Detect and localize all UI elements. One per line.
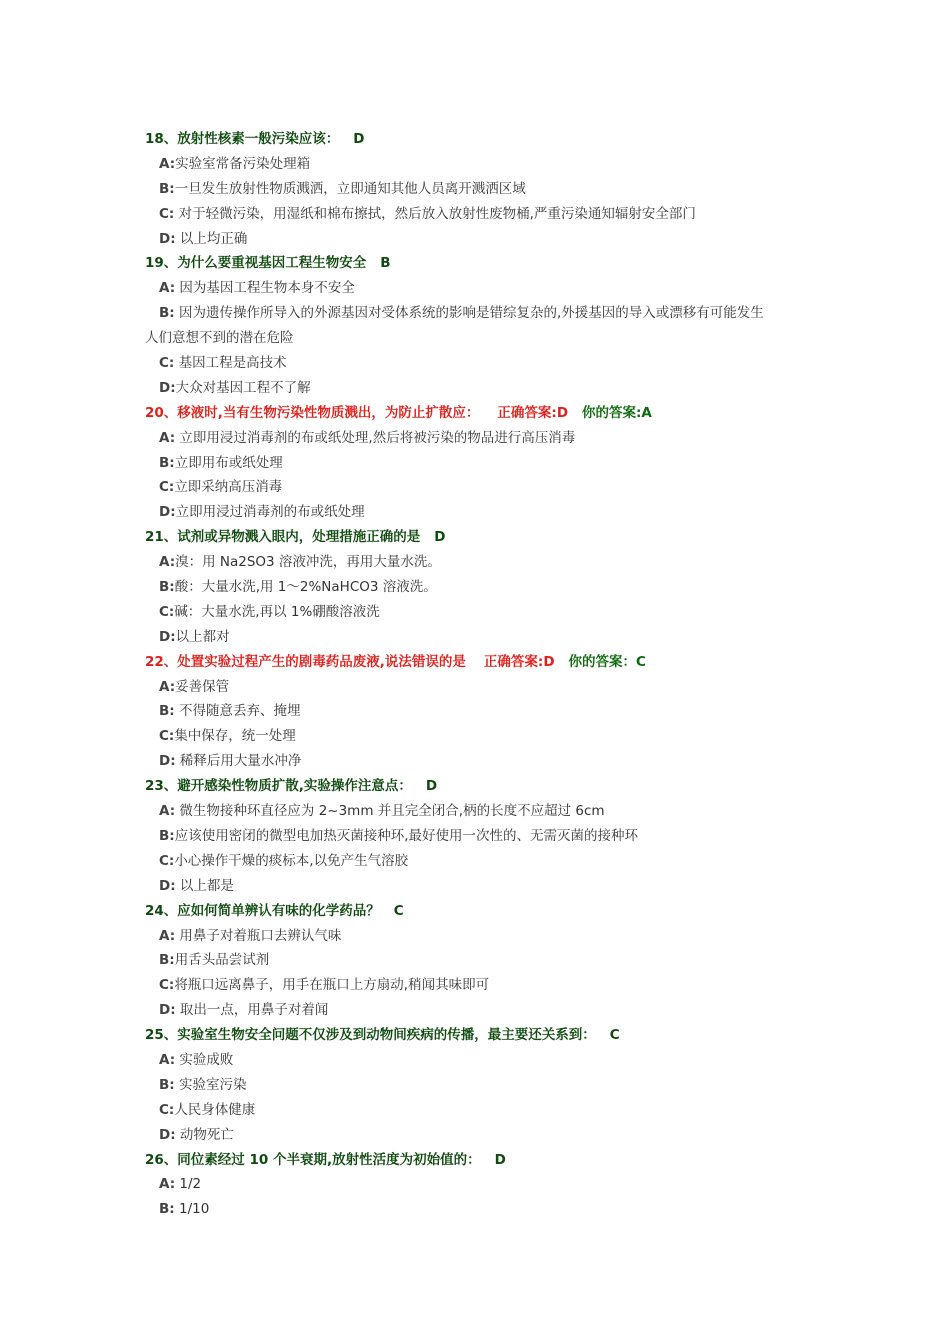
option-text: 动物死亡 xyxy=(175,1126,234,1143)
your-answer: 你的答案：C xyxy=(568,653,646,670)
option-line xyxy=(145,351,835,376)
answer-key: D xyxy=(353,131,365,147)
option-text: 立即用浸过消毒剂的布或纸处理,然后将被污染的物品进行高压消毒 xyxy=(175,429,576,446)
option-text: 将瓶口远离鼻子，用手在瓶口上方扇动,稍闻其味即可 xyxy=(174,977,490,994)
option-line xyxy=(145,799,835,824)
option-label: D: xyxy=(159,230,176,247)
option-line xyxy=(145,749,835,774)
option-line xyxy=(145,1073,835,1098)
option-label: A: xyxy=(159,1176,176,1193)
option-text: 不得随意丢弃、掩埋 xyxy=(174,703,301,720)
option-label: D: xyxy=(159,628,176,645)
option-text: 立即用布或纸处理 xyxy=(174,454,283,471)
question-stem: 21、试剂或异物溅入眼内，处理措施正确的是 xyxy=(145,529,421,546)
option-text: 取出一点，用鼻子对着闻 xyxy=(175,1002,329,1019)
option-line xyxy=(145,500,835,525)
question-stem: 23、避开感染性物质扩散,实验操作注意点： xyxy=(145,778,412,795)
option-text: 妥善保管 xyxy=(175,678,230,695)
option-text: 溴：用 Na2SO3 溶液冲洗，再用大量水洗。 xyxy=(175,554,441,571)
option-line xyxy=(145,1197,835,1222)
option-line xyxy=(145,426,835,451)
option-line xyxy=(145,451,835,476)
option-label: B: xyxy=(159,305,175,322)
option-label: D: xyxy=(159,753,176,770)
question-stem: 25、实验室生物安全问题不仅涉及到动物间疾病的传播，最主要还关系到： xyxy=(145,1027,596,1044)
option-text: 人民身体健康 xyxy=(174,1101,256,1118)
option-label: A: xyxy=(159,554,176,571)
option-label: A: xyxy=(159,429,176,446)
option-line xyxy=(145,575,835,600)
option-text: 微生物接种环直径应为 2~3mm 并且完全闭合,柄的长度不应超过 6cm xyxy=(175,803,605,820)
option-line xyxy=(145,724,835,749)
option-label: A: xyxy=(159,927,176,944)
question-stem-line xyxy=(145,650,835,675)
option-text: 小心操作干燥的痰标本,以免产生气溶胶 xyxy=(174,852,409,869)
option-text: 实验室常备污染处理箱 xyxy=(175,155,311,172)
question-stem-line xyxy=(145,401,835,426)
option-text: 用鼻子对着瓶口去辨认气味 xyxy=(175,927,342,944)
option-text: 因为遗传操作所导入的外源基因对受体系统的影响是错综复杂的,外援基因的导入或漂移有可能发生 xyxy=(174,305,764,322)
answer-key: C xyxy=(609,1027,620,1044)
option-label: B: xyxy=(159,1201,175,1218)
question-list xyxy=(145,127,835,1222)
question-stem: 18、放射性核素一般污染应该： xyxy=(145,131,340,147)
option-line xyxy=(145,874,835,899)
option-label: C: xyxy=(159,1101,175,1118)
option-line xyxy=(145,1123,835,1148)
option-text: 对于轻微污染，用湿纸和棉布擦拭，然后放入放射性废物桶,严重污染通知辐射安全部门 xyxy=(174,205,696,222)
option-line xyxy=(145,376,835,401)
option-text-continued: 人们意想不到的潜在危险 xyxy=(145,330,294,347)
option-label: D: xyxy=(159,1002,176,1019)
option-label: A: xyxy=(159,155,176,172)
option-line xyxy=(145,550,835,575)
option-line xyxy=(145,675,835,700)
option-text: 立即用浸过消毒剂的布或纸处理 xyxy=(175,504,365,521)
option-line xyxy=(145,1048,835,1073)
option-line xyxy=(145,699,835,724)
option-text: 用舌头品尝试剂 xyxy=(174,952,270,969)
option-line xyxy=(145,948,835,973)
option-label: D: xyxy=(159,877,176,894)
question-stem: 24、应如何简单辨认有味的化学药品？ xyxy=(145,902,380,919)
option-label: C: xyxy=(159,355,175,372)
your-answer: 你的答案:A xyxy=(582,404,652,421)
option-label: B: xyxy=(159,827,175,844)
option-line xyxy=(145,924,835,949)
option-label: C: xyxy=(159,728,175,745)
option-line xyxy=(145,227,835,252)
option-text: 基因工程是高技术 xyxy=(174,355,287,372)
option-text: 酸：大量水洗,用 1～2%NaHCO3 溶液洗。 xyxy=(174,579,437,596)
option-text: 大众对基因工程不了解 xyxy=(175,379,311,396)
answer-key: D xyxy=(434,529,446,546)
question-stem-line xyxy=(145,1023,835,1048)
option-label: B: xyxy=(159,703,175,720)
option-line xyxy=(145,1172,835,1197)
option-text: 1/10 xyxy=(174,1201,210,1218)
option-line xyxy=(145,600,835,625)
correct-answer: 正确答案:D xyxy=(483,653,555,670)
option-label: D: xyxy=(159,1126,176,1143)
question-stem-line xyxy=(145,899,835,924)
option-label: A: xyxy=(159,678,176,695)
question-stem-line xyxy=(145,127,835,152)
option-label: C: xyxy=(159,205,175,222)
option-label: C: xyxy=(159,852,175,869)
option-text: 稀释后用大量水冲净 xyxy=(175,753,302,770)
option-label: D: xyxy=(159,379,176,396)
option-text: 实验成败 xyxy=(175,1051,234,1068)
option-line xyxy=(145,177,835,202)
question-stem: 26、同位素经过 10 个半衰期,放射性活度为初始值的： xyxy=(145,1151,481,1168)
option-label: B: xyxy=(159,180,175,197)
question-stem-line xyxy=(145,525,835,550)
option-text: 碱：大量水洗,再以 1%硼酸溶液洗 xyxy=(174,603,380,620)
option-label: B: xyxy=(159,1076,175,1093)
option-line xyxy=(145,973,835,998)
option-label: A: xyxy=(159,1051,176,1068)
option-line xyxy=(145,1098,835,1123)
option-text: 以上均正确 xyxy=(175,230,248,247)
answer-key: C xyxy=(393,902,404,919)
option-label: B: xyxy=(159,579,175,596)
question-stem: 19、为什么要重视基因工程生物安全 xyxy=(145,255,367,272)
option-label: B: xyxy=(159,952,175,969)
option-text: 因为基因工程生物本身不安全 xyxy=(175,280,355,297)
option-label: A: xyxy=(159,280,176,297)
question-stem-line xyxy=(145,251,835,276)
option-line xyxy=(145,998,835,1023)
question-stem: 22、处置实验过程产生的剧毒药品废液,说法错误的是 xyxy=(145,653,466,670)
option-text: 实验室污染 xyxy=(174,1076,247,1093)
correct-answer: 正确答案:D xyxy=(497,404,569,421)
question-stem-line xyxy=(145,1148,835,1173)
option-line xyxy=(145,824,835,849)
option-label: B: xyxy=(159,454,175,471)
option-line xyxy=(145,301,835,326)
option-label: C: xyxy=(159,479,175,496)
option-line xyxy=(145,625,835,650)
answer-key: D xyxy=(494,1151,506,1168)
option-text: 立即采纳高压消毒 xyxy=(174,479,283,496)
option-line xyxy=(145,276,835,301)
option-text: 应该使用密闭的微型电加热灭菌接种环,最好使用一次性的、无需灭菌的接种环 xyxy=(174,827,638,844)
option-line xyxy=(145,152,835,177)
option-line xyxy=(145,475,835,500)
option-text: 集中保存，统一处理 xyxy=(174,728,296,745)
option-text: 以上都对 xyxy=(175,628,230,645)
question-stem-line xyxy=(145,774,835,799)
question-stem: 20、移液时,当有生物污染性物质溅出，为防止扩散应： xyxy=(145,404,480,421)
option-line xyxy=(145,202,835,227)
answer-key: D xyxy=(425,778,438,795)
option-text: 1/2 xyxy=(175,1176,202,1193)
option-line xyxy=(145,849,835,874)
option-text: 以上都是 xyxy=(175,877,234,894)
option-text: 一旦发生放射性物质溅洒，立即通知其他人员离开溅洒区域 xyxy=(174,180,526,197)
option-label: C: xyxy=(159,603,175,620)
option-label: D: xyxy=(159,504,176,521)
option-label: C: xyxy=(159,977,175,994)
option-label: A: xyxy=(159,803,176,820)
answer-key: B xyxy=(380,255,391,272)
